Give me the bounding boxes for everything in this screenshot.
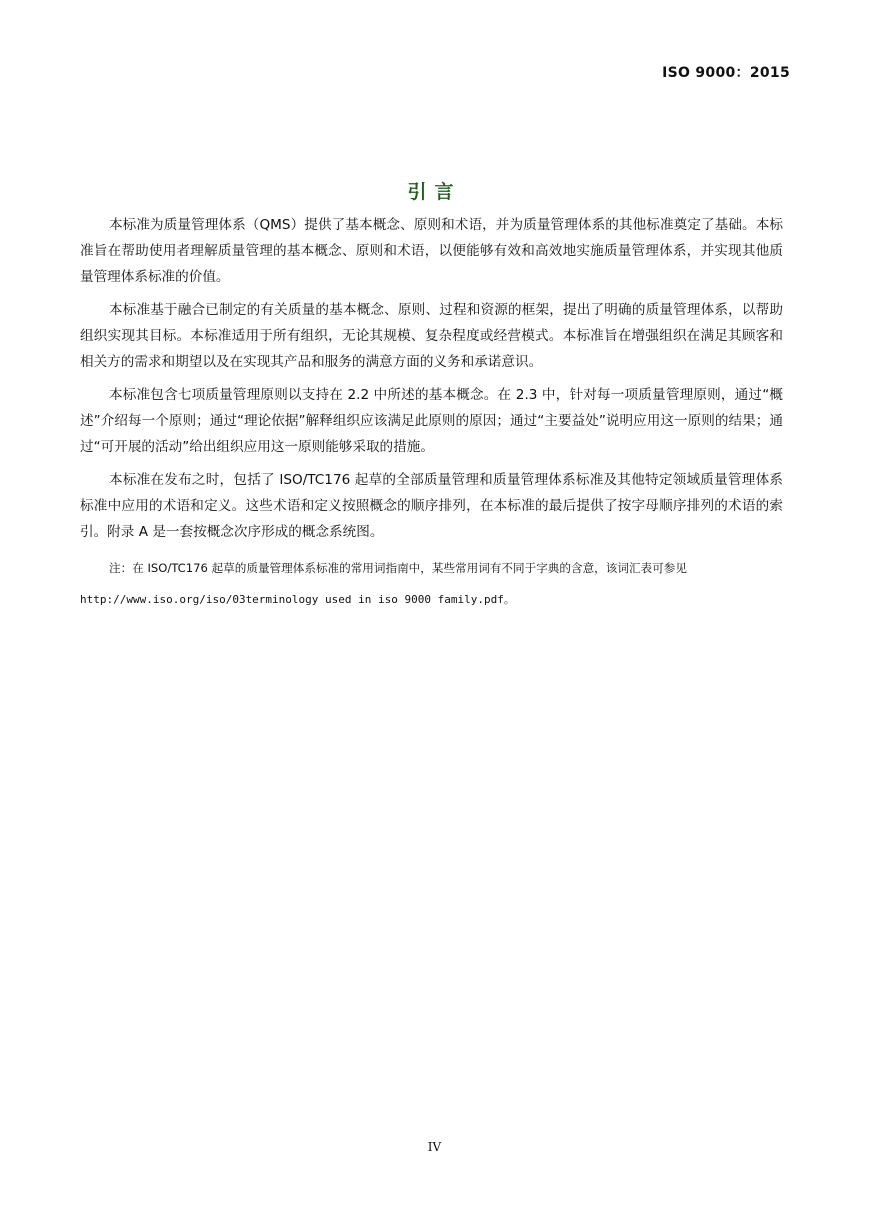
paragraph-1: 本标准为质量管理体系（QMS）提供了基本概念、原则和术语，并为质量管理体系的其他标准奠定了基础。本标准旨在帮助使用者理解质量管理的基本概念、原则和术语，以便能够有效和高效地实施质量管理体系，并实现其他质量管理体系标准的价值。 xyxy=(80,217,783,285)
note-text: 注：在 ISO/TC176 起草的质量管理体系标准的常用词指南中，某些常用词有不同于字典的含意，该词汇表可参见 xyxy=(109,561,687,575)
section-body xyxy=(80,212,783,616)
section-title: 引言 xyxy=(407,181,462,203)
paragraph-2: 本标准基于融合已制定的有关质量的基本概念、原则、过程和资源的框架，提出了明确的质量管理体系，以帮助组织实现其目标。本标准适用于所有组织，无论其规模、复杂程度或经营模式。本标准旨在增强组织在满足其顾客和相关方的需求和期望以及在实现其产品和服务的满意方面的义务和承诺意识。 xyxy=(80,302,783,370)
page-number: IV xyxy=(427,1140,442,1154)
standard-id: ISO 9000：2015 xyxy=(662,65,790,81)
note xyxy=(80,552,783,616)
paragraph-4: 本标准在发布之时，包括了 ISO/TC176 起草的全部质量管理和质量管理体系标准及其他特定领域质量管理体系标准中应用的术语和定义。这些术语和定义按照概念的顺序排列，在本标准的最后提供了按字母顺序排列的术语的索引。附录 A 是一套按概念次序形成的概念系统图。 xyxy=(80,472,783,540)
paragraph-3: 本标准包含七项质量管理原则以支持在 2.2 中所述的基本概念。在 2.3 中，针对每一项质量管理原则，通过“概述”介绍每一个原则；通过“理论依据”解释组织应该满足此原则的原因；通过“主要益处”说明应用这一原则的结果；通过“可开展的活动”给出组织应用这一原则能够采取的措施。 xyxy=(80,387,783,455)
note-link[interactable]: http://www.iso.org/iso/03terminology used in iso 9000 family.pdf。 xyxy=(80,593,515,606)
